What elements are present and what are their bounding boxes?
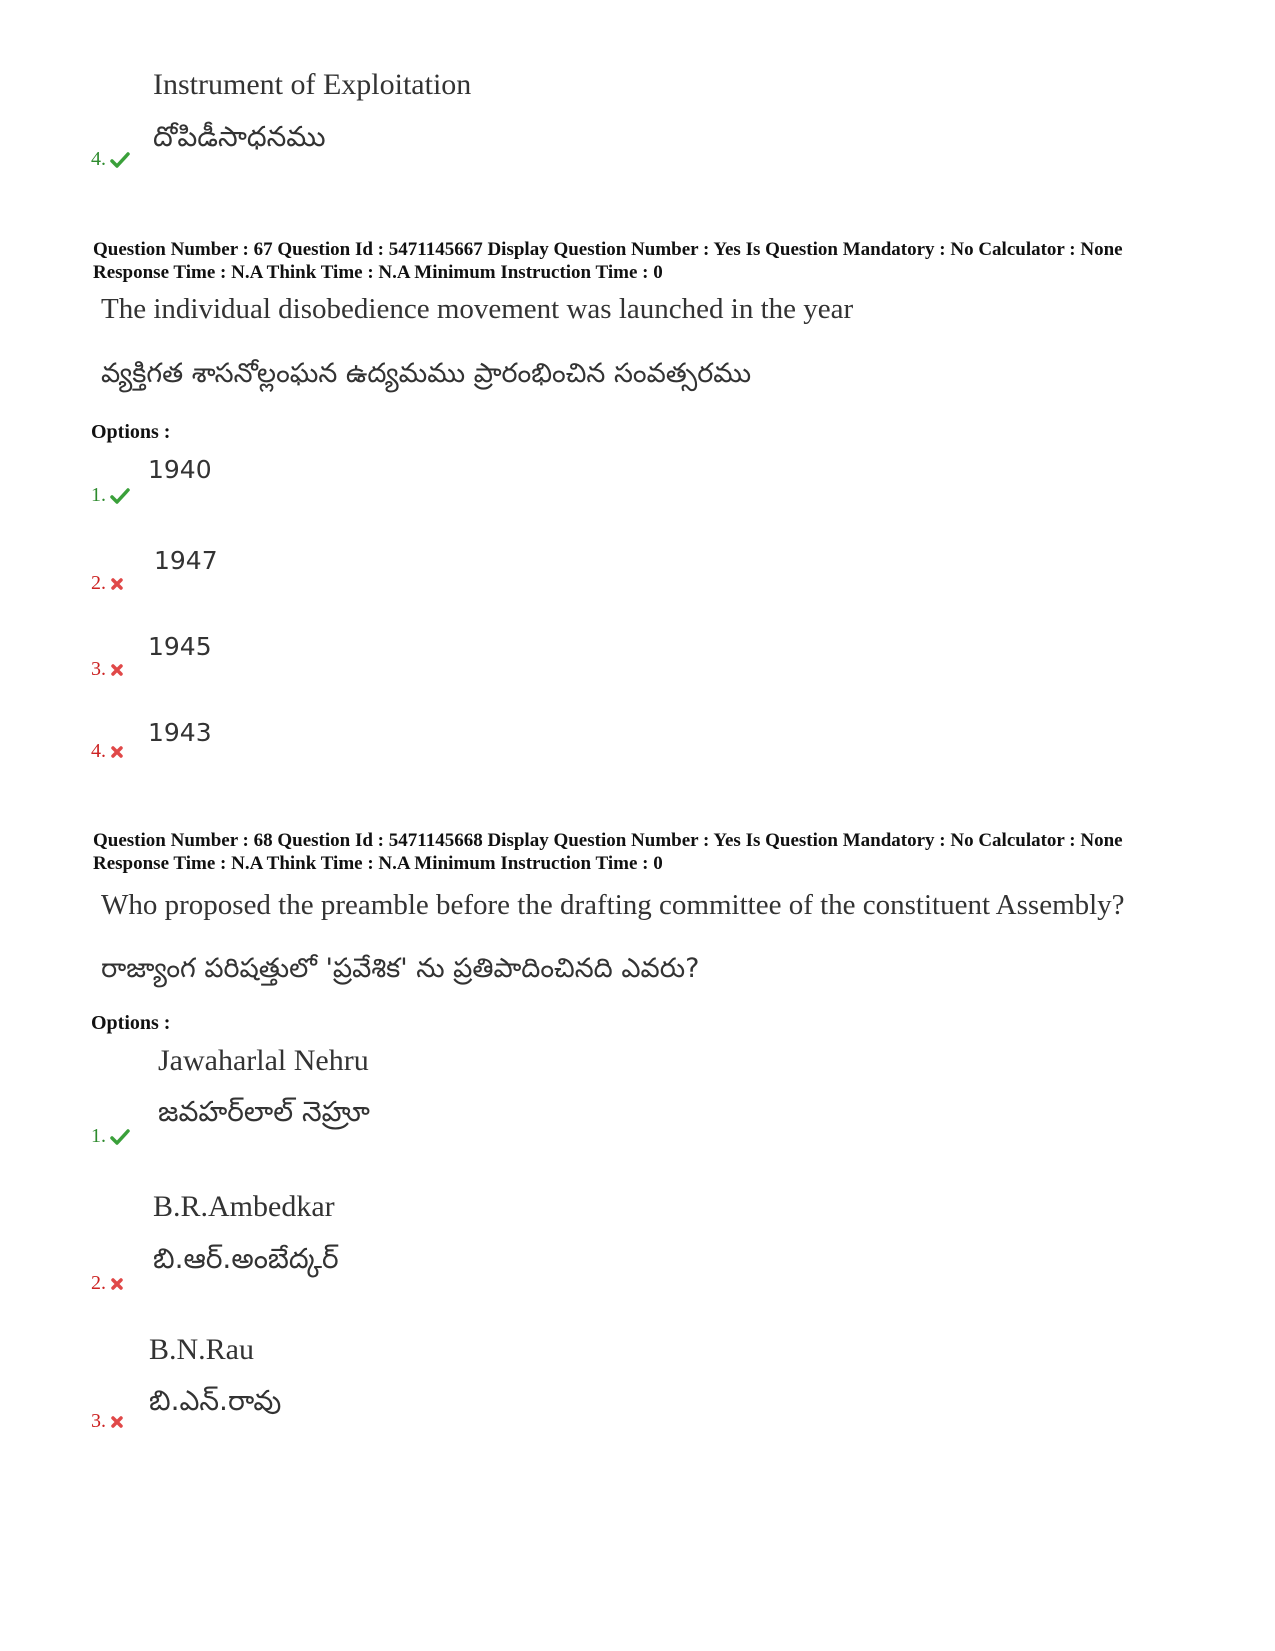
option-number: 2.: [91, 572, 106, 594]
option-number: 3.: [91, 1410, 106, 1432]
q68-option-3-english: B.N.Rau: [149, 1333, 254, 1366]
q67-option-4-text: 1943: [148, 718, 212, 747]
option-number: 1.: [91, 1125, 106, 1147]
q68-option-1-english: Jawaharlal Nehru: [158, 1044, 369, 1077]
checkmark-icon: [110, 1128, 130, 1146]
cross-icon: [110, 577, 124, 591]
cross-icon: [110, 1277, 124, 1291]
question-67-meta: Question Number : 67 Question Id : 5471145667 Display Question Number : Yes Is Question Mandatory : No Calculator : None Response Time : N.A Think Time : N.A Minimum Instruction Time : 0: [93, 239, 1123, 283]
question-68-options-label: Options :: [91, 1012, 171, 1034]
question-67-options-label: Options :: [91, 421, 171, 443]
question-68-text-telugu: రాజ్యాంగ పరిషత్తులో 'ప్రవేశిక' ను ప్రతిపాదించినది ఎవరు?: [101, 953, 700, 984]
checkmark-icon: [110, 151, 130, 169]
checkmark-icon: [110, 487, 130, 505]
q68-option-3-telugu: బి.ఎన్.రావు: [149, 1384, 282, 1417]
question-67-text-english: The individual disobedience movement was launched in the year: [101, 293, 854, 325]
question-68-text-english: Who proposed the preamble before the drafting committee of the constituent Assembly?: [101, 889, 1125, 921]
q67-option-2-number: [91, 572, 124, 595]
option-number: 4.: [91, 740, 106, 762]
q67-option-2-text: 1947: [154, 546, 218, 575]
cross-icon: [110, 745, 124, 759]
prev-option-4-english: Instrument of Exploitation: [153, 68, 472, 101]
question-68-meta: Question Number : 68 Question Id : 5471145668 Display Question Number : Yes Is Question Mandatory : No Calculator : None Response Time : N.A Think Time : N.A Minimum Instruction Time : 0: [93, 830, 1123, 874]
q68-option-2-number: [91, 1272, 124, 1295]
q67-option-3-number: [91, 658, 124, 681]
q68-option-3-number: [91, 1410, 124, 1433]
option-number: 1.: [91, 484, 106, 506]
q67-option-4-number: [91, 740, 124, 763]
option-number: 3.: [91, 658, 106, 680]
question-67-text-telugu: వ్యక్తిగత శాసనోల్లంఘన ఉద్యమము ప్రారంభించిన సంవత్సరము: [101, 358, 752, 389]
q68-option-1-number: [91, 1125, 130, 1148]
q68-option-2-telugu: బి.ఆర్.అంబేద్కర్: [153, 1242, 339, 1275]
q68-option-1-telugu: జవహర్‌లాల్ నెహ్రూ: [158, 1095, 370, 1128]
cross-icon: [110, 1415, 124, 1429]
prev-option-4-telugu: దోపిడీసాధనము: [153, 120, 326, 153]
option-number: 2.: [91, 1272, 106, 1294]
q68-option-2-english: B.R.Ambedkar: [153, 1190, 335, 1223]
prev-option-4-number: [91, 148, 130, 171]
q67-option-3-text: 1945: [148, 632, 212, 661]
q67-option-1-number: [91, 484, 130, 507]
cross-icon: [110, 663, 124, 677]
q67-option-1-text: 1940: [148, 455, 212, 484]
option-number: 4.: [91, 148, 106, 170]
